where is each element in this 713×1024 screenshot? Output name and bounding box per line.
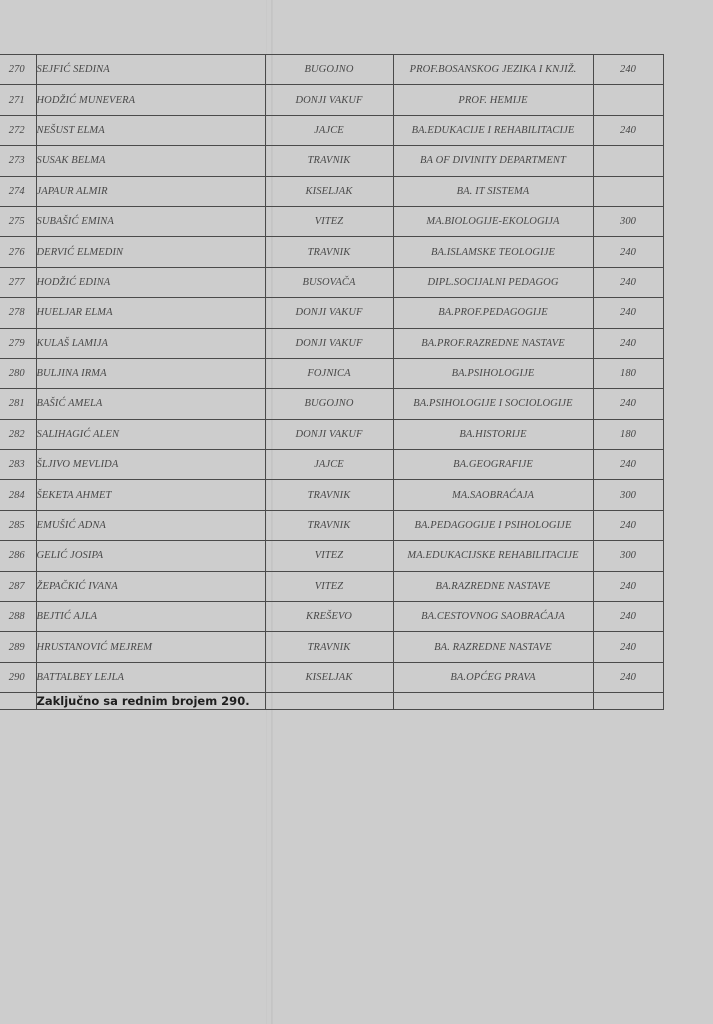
degree-title: BA.OPĆEG PRAVA [393,662,593,692]
row-number: 272 [0,115,36,145]
table-row [0,480,663,510]
footer-empty-degree [393,693,593,710]
row-number: 284 [0,480,36,510]
ects-credits: 240 [593,510,663,540]
full-name: BULJINA IRMA [36,358,265,388]
table-row [0,602,663,632]
row-number: 276 [0,237,36,267]
table-row [0,571,663,601]
municipality: JAJCE [265,115,393,145]
municipality: VITEZ [265,541,393,571]
full-name: SUBAŠIĆ EMINA [36,206,265,236]
full-name: BATTALBEY LEJLA [36,662,265,692]
ects-credits [593,85,663,115]
ects-credits: 300 [593,480,663,510]
ects-credits: 180 [593,419,663,449]
row-number: 270 [0,55,36,85]
ects-credits: 240 [593,267,663,297]
ects-credits: 240 [593,389,663,419]
table-row [0,541,663,571]
table-row [0,55,663,85]
row-number: 290 [0,662,36,692]
footer-empty-city [265,693,393,710]
row-number: 273 [0,146,36,176]
degree-title: BA.PROF.RAZREDNE NASTAVE [393,328,593,358]
row-number: 280 [0,358,36,388]
ects-credits: 240 [593,237,663,267]
row-number: 286 [0,541,36,571]
ects-credits: 240 [593,602,663,632]
table-body [0,55,663,710]
table-row [0,85,663,115]
degree-title: BA. IT SISTEMA [393,176,593,206]
full-name: HODŽIĆ MUNEVERA [36,85,265,115]
ects-credits: 240 [593,571,663,601]
candidates-table [0,54,664,710]
row-number: 287 [0,571,36,601]
ects-credits: 240 [593,298,663,328]
full-name: HODŽIĆ EDINA [36,267,265,297]
ects-credits [593,176,663,206]
municipality: KISELJAK [265,662,393,692]
table-row [0,662,663,692]
table-row [0,419,663,449]
full-name: HRUSTANOVIĆ MEJREM [36,632,265,662]
ects-credits: 240 [593,632,663,662]
full-name: GELIĆ JOSIPA [36,541,265,571]
degree-title: DIPL.SOCIJALNI PEDAGOG [393,267,593,297]
municipality: TRAVNIK [265,237,393,267]
full-name: BEJTIĆ AJLA [36,602,265,632]
ects-credits: 300 [593,541,663,571]
closing-statement: Zaključno sa rednim brojem 290. [36,693,265,710]
full-name: ŠLJIVO MEVLIDA [36,450,265,480]
ects-credits [593,146,663,176]
ects-credits: 240 [593,55,663,85]
table-row [0,358,663,388]
degree-title: BA.RAZREDNE NASTAVE [393,571,593,601]
full-name: ŽEPAČKIĆ IVANA [36,571,265,601]
table-row [0,176,663,206]
municipality: KREŠEVO [265,602,393,632]
municipality: DONJI VAKUF [265,85,393,115]
degree-title: BA.PEDAGOGIJE I PSIHOLOGIJE [393,510,593,540]
row-number: 288 [0,602,36,632]
footer-empty-ects [593,693,663,710]
municipality: JAJCE [265,450,393,480]
ects-credits: 240 [593,662,663,692]
municipality: BUGOJNO [265,389,393,419]
row-number: 274 [0,176,36,206]
row-number: 285 [0,510,36,540]
row-number: 289 [0,632,36,662]
municipality: BUSOVAČA [265,267,393,297]
municipality: BUGOJNO [265,55,393,85]
row-number: 283 [0,450,36,480]
municipality: TRAVNIK [265,632,393,662]
degree-title: PROF.BOSANSKOG JEZIKA I KNJIŽ. [393,55,593,85]
full-name: SUSAK BELMA [36,146,265,176]
ects-credits: 180 [593,358,663,388]
ects-credits: 240 [593,115,663,145]
footer-row [0,693,663,710]
full-name: EMUŠIĆ ADNA [36,510,265,540]
full-name: JAPAUR ALMIR [36,176,265,206]
municipality: DONJI VAKUF [265,298,393,328]
degree-title: BA.CESTOVNOG SAOBRAĆAJA [393,602,593,632]
table-row [0,146,663,176]
full-name: HUELJAR ELMA [36,298,265,328]
degree-title: MA.BIOLOGIJE-EKOLOGIJA [393,206,593,236]
ects-credits: 300 [593,206,663,236]
table-row [0,510,663,540]
degree-title: BA.EDUKACIJE I REHABILITACIJE [393,115,593,145]
degree-title: PROF. HEMIJE [393,85,593,115]
degree-title: BA.HISTORIJE [393,419,593,449]
footer-empty-no [0,693,36,710]
full-name: DERVIĆ ELMEDIN [36,237,265,267]
row-number: 277 [0,267,36,297]
degree-title: BA.PSIHOLOGIJE [393,358,593,388]
ects-credits: 240 [593,450,663,480]
full-name: NEŠUST ELMA [36,115,265,145]
degree-title: BA.PSIHOLOGIJE I SOCIOLOGIJE [393,389,593,419]
full-name: SALIHAGIĆ ALEN [36,419,265,449]
municipality: TRAVNIK [265,480,393,510]
table-row [0,389,663,419]
full-name: KULAŠ LAMIJA [36,328,265,358]
table-row [0,328,663,358]
municipality: VITEZ [265,571,393,601]
degree-title: MA.SAOBRAĆAJA [393,480,593,510]
table-row [0,298,663,328]
table-row [0,267,663,297]
municipality: DONJI VAKUF [265,328,393,358]
degree-title: BA OF DIVINITY DEPARTMENT [393,146,593,176]
municipality: KISELJAK [265,176,393,206]
full-name: ŠEKETA AHMET [36,480,265,510]
row-number: 275 [0,206,36,236]
full-name: SEJFIĆ SEDINA [36,55,265,85]
degree-title: BA.ISLAMSKE TEOLOGIJE [393,237,593,267]
row-number: 278 [0,298,36,328]
municipality: FOJNICA [265,358,393,388]
row-number: 271 [0,85,36,115]
table-row [0,115,663,145]
row-number: 282 [0,419,36,449]
table-row [0,450,663,480]
municipality: DONJI VAKUF [265,419,393,449]
row-number: 281 [0,389,36,419]
municipality: TRAVNIK [265,510,393,540]
degree-title: BA.PROF.PEDAGOGIJE [393,298,593,328]
table-row [0,237,663,267]
municipality: VITEZ [265,206,393,236]
municipality: TRAVNIK [265,146,393,176]
degree-title: BA.GEOGRAFIJE [393,450,593,480]
ects-credits: 240 [593,328,663,358]
full-name: BAŠIĆ AMELA [36,389,265,419]
degree-title: BA. RAZREDNE NASTAVE [393,632,593,662]
table-row [0,632,663,662]
row-number: 279 [0,328,36,358]
degree-title: MA.EDUKACIJSKE REHABILITACIJE [393,541,593,571]
table-row [0,206,663,236]
